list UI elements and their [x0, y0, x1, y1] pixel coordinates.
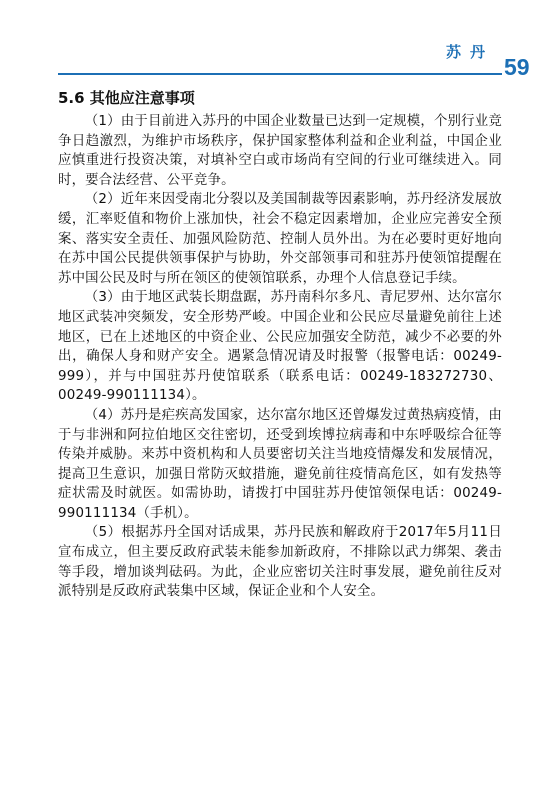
section-title: 5.6 其他应注意事项 [58, 89, 195, 107]
paragraph-2: （2）近年来因受南北分裂以及美国制裁等因素影响，苏丹经济发展放缓，汇率贬值和物价上涨加快，社会不稳定因素增加，企业应完善安全预案、落实安全责任、加强风险防范、控制人员外出。为在必要时更好地向在苏中国公民提供领事保护与协助，外交部领事司和驻苏丹使领馆提醒在苏中国公民及时与所在领区的使领馆联系，办理个人信息登记手续。 [58, 192, 502, 286]
paragraph-3: （3）由于地区武装长期盘踞，苏丹南科尔多凡、青尼罗州、达尔富尔地区武装冲突频发，安全形势严峻。中国企业和公民应尽量避免前往上述地区，已在上述地区的中资企业、公民应加强安全防范，减少不必要的外出，确保人身和财产安全。遇紧急情况请及时报警（报警电话：00249-999），并与中国驻苏丹使馆联系（联系电话：00249-183272730、00249-990111134）。 [58, 290, 502, 404]
section-body [58, 112, 502, 602]
paragraph-1: （1）由于目前进入苏丹的中国企业数量已达到一定规模，个别行业竞争日趋激烈，为维护市场秩序，保护国家整体利益和企业利益，中国企业应慎重进行投资决策，对填补空白或市场尚有空间的行业可继续进入。同时，要合法经营、公平竞争。 [58, 114, 502, 188]
paragraph-4: （4）苏丹是疟疾高发国家，达尔富尔地区还曾爆发过黄热病疫情，由于与非洲和阿拉伯地区交往密切，还受到埃博拉病毒和中东呼吸综合征等传染并威胁。来苏中资机构和人员要密切关注当地疫情爆发和发展情况，提高卫生意识，加强日常防灭蚊措施，避免前往疫情高危区，如有发热等症状需及时就医。如需协助，请拨打中国驻苏丹使馆领保电话：00249-990111134（手机）。 [58, 407, 502, 521]
paragraph-5: （5）根据苏丹全国对话成果，苏丹民族和解政府于2017年5月11日宣布成立，但主要反政府武装未能参加新政府，不排除以武力绑架、袭击等手段，增加谈判砝码。为此，企业应密切关注时事发展，避免前往反对派特别是反政府武装集中区域，保证企业和个人安全。 [58, 525, 502, 600]
header-divider [58, 73, 502, 75]
page-number: 59 [504, 54, 530, 80]
header-country-label: 苏丹 [446, 43, 495, 61]
